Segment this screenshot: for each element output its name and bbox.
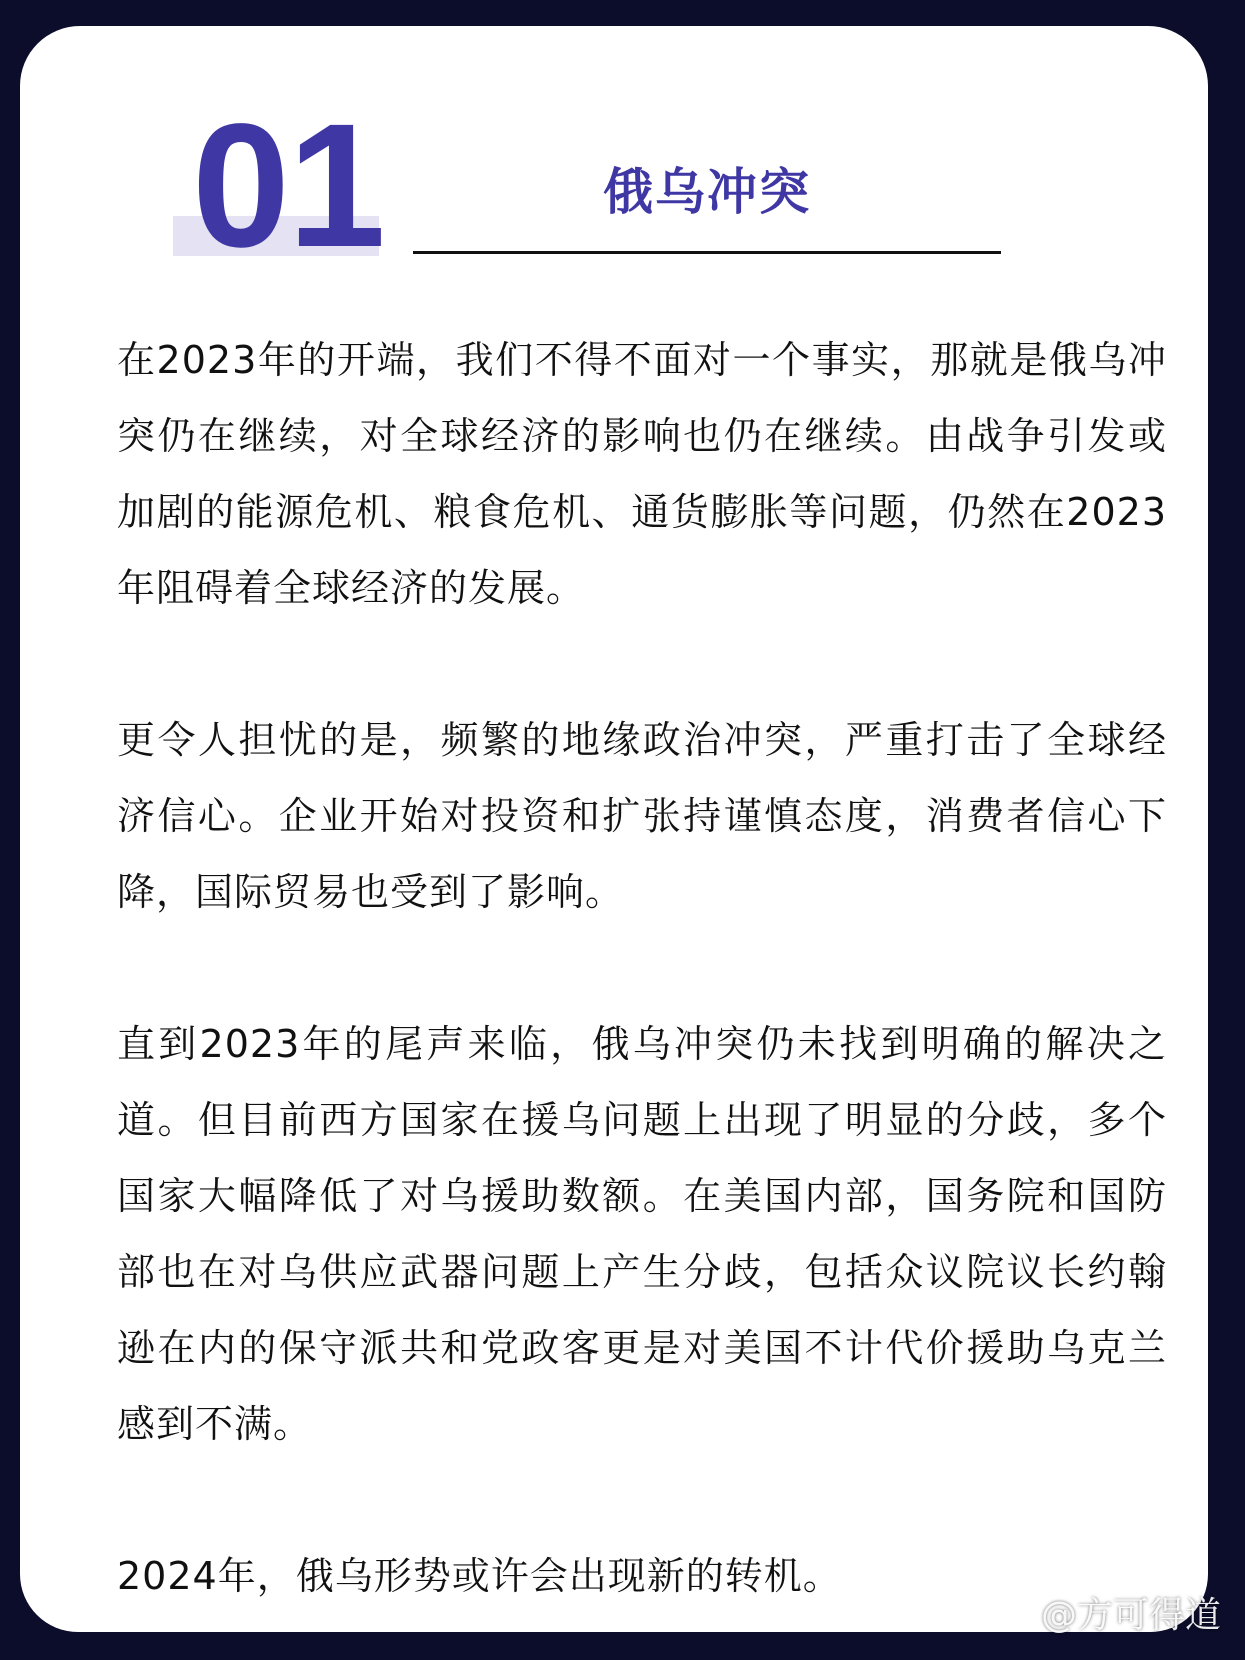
section-number: 01 <box>192 88 384 284</box>
title-underline <box>413 251 1001 254</box>
paragraph: 更令人担忧的是，频繁的地缘政治冲突，严重打击了全球经济信心。企业开始对投资和扩张持谨慎态度，消费者信心下降，国际贸易也受到了影响。 <box>117 718 1167 914</box>
watermark <box>1001 1587 1221 1638</box>
section-title: 俄乌冲突 <box>603 163 811 221</box>
paw-logo-icon <box>1001 1596 1035 1630</box>
article-body <box>117 322 1167 1614</box>
paragraph: 直到2023年的尾声来临，俄乌冲突仍未找到明确的解决之道。但目前西方国家在援乌问题上出现了明显的分歧，多个国家大幅降低了对乌援助数额。在美国内部，国务院和国防部也在对乌供应武器问题上产生分歧，包括众议院议长约翰逊在内的保守派共和党政客更是对美国不计代价援助乌克兰感到不满。 <box>117 1022 1167 1446</box>
paragraph: 2024年，俄乌形势或许会出现新的转机。 <box>117 1554 842 1598</box>
content-card <box>20 26 1208 1632</box>
paragraph: 在2023年的开端，我们不得不面对一个事实，那就是俄乌冲突仍在继续，对全球经济的影响也仍在继续。由战争引发或加剧的能源危机、粮食危机、通货膨胀等问题，仍然在2023年阻碍着全球经济的发展。 <box>117 338 1167 610</box>
watermark-text: @方可得道 <box>1040 1595 1221 1636</box>
